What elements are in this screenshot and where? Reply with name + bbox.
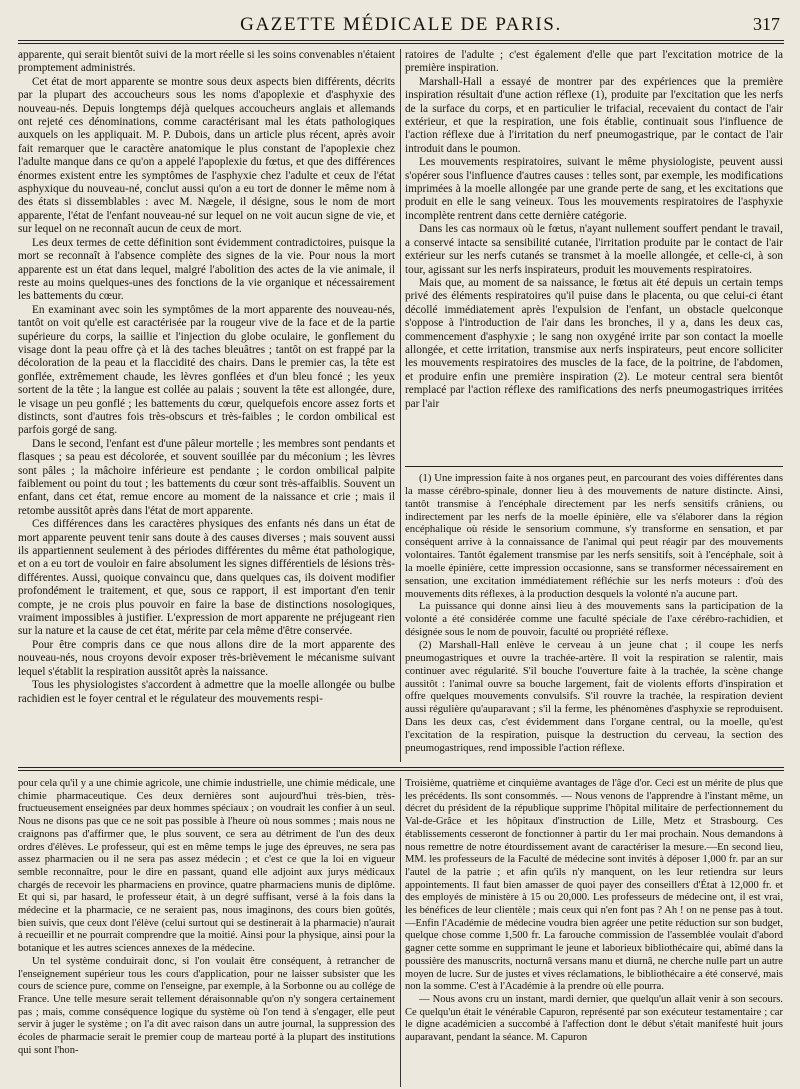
paragraph: Pour être compris dans ce que nous allons dire de la mort apparente des nouveau-nés, nous croyons devoir exposer très-brièvement le mécanisme suivant lequel s'établit la respiration aussitôt après la naissance. [18,638,395,678]
article-left-column [18,49,395,735]
paragraph: Tous les physiologistes s'accordent à admettre que la moelle allongée ou bulbe rachidien est le foyer central et le régulateur des mouvements respi- [18,679,395,705]
paragraph: Un tel système conduirait donc, si l'on voulait être conséquent, à retrancher de l'enseignement supérieur tous les cours d'application, pour ne laisser subsister que les cours de science pure, comme on l'enseigne, par exemple, à la Sorbonne ou au collége de France. Une telle mesure serait tellement déraisonnable qu'on n'y songera certainement pas ; mais, comme conséquence logique du système où l'on tend à s'engager, elle peut servir à juger le système ; on l'a dit avec raison dans un autre journal, la suppression des écoles de pharmacie serait le premier coup de marteau porté à la plupart des institutions qui sont l'hon- [18,955,395,1056]
paragraph: Mais que, au moment de sa naissance, le fœtus ait été depuis un certain temps privé des éléments respiratoires qu'il puise dans le placenta, ou que celui-ci étant décollé immédiatement après l'expulsion de l'enfant, un obstacle quelconque s'oppose à l'introduction de l'air dans les bronches, il y a, dans les deux cas, commencement d'asphyxie ; le sang non oxygéné irrite par son contact la moelle allongée, et cette irritation, transmise aux nerfs inspirateurs, peut encore solliciter les mouvements respiratoires des muscles de la face, de la poitrine, de l'abdomen, et produire enfin une première inspiration (2). Le moteur central sera bientôt remplacé par l'action réflexe des ramifications des nerfs pneumogastriques irritées par l'air [405,276,783,410]
footnote: La puissance qui donne ainsi lieu à des mouvements sans la participation de la volonté a été considérée comme une faculté spéciale de l'axe cérébro-rachidien, et désignée sous le nom de pouvoir, faculté ou propriété réflexe. [405,600,783,639]
footnote: (2) Marshall-Hall enlève le cerveau à un jeune chat ; il coupe les nerfs pneumogastriques et ouvre la trachée-artère. Il voit la respiration se ralentir, mais continuer avec régularité. S'il bouche l'ouverture faite à la trachée, la scène change aussitôt : l'animal ouvre sa bouche largement, fait de violents efforts d'inspiration et offre quelques mouvements convulsifs. S'il rouvre la trachée, la respiration devient aussi régulière qu'auparavant ; s'il la ferme, les phénomènes d'asphyxie se reproduisent. Dans les deux cas, c'est évidemment dans l'organe central, ou la moelle, qu'est l'excitation de la respiration, puisque la destruction du cerveau, la section des pneumogastriques, rend impossible l'action réflexe. [405,638,783,754]
chronicle-right-column [405,778,783,1087]
paragraph: Ces différences dans les caractères physiques des enfants nés dans un état de mort apparente peuvent tenir sans doute à des causes diverses ; mais souvent aussi ils appartiennent seulement à des périodes différentes du même état pathologique, et on a eu tort de vouloir en faire absolument les signes différentiels de lésions très-différentes. Aussi, quoique convaincu que, dans quelques cas, ils doivent modifier profondément le traitement, et que, sous ce rapport, il est important d'en tenir compte, je ne crois plus pouvoir en faire la base de distinctions nosologiques, vraiment impossibles à justifier. L'expression de mort apparente ne préjugeant rien sur la nature et la cause de cet état, mérite par cela même d'être conservée. [18,518,395,638]
footnote-separator [405,466,783,467]
paragraph: Marshall-Hall a essayé de montrer par des expériences que la première inspiration résultait d'une action réflexe (1), produite par l'excitation que les nerfs de la surface du corps, et en particulier le trifacial, recevaient du contact de l'air extérieur, et que la respiration, une fois établie, continuait sous l'influence de l'action réflexe due à l'irritation du nerf pneumogastrique, par le contact de l'air introduit dans le poumon. [405,75,783,155]
section-rule [18,767,784,771]
paragraph: Les deux termes de cette définition sont évidemment contradictoires, puisque la mort se reconnaît à l'absence complète des signes de la vie. Pour nous la mort apparente est un état dans lequel, malgré l'abolition des actes de la vie animale, il reste au moins quelques-unes des fonctions de la vie organique et nécessairement les battements du cœur. [18,236,395,303]
paragraph: Les mouvements respiratoires, suivant le même physiologiste, peuvent aussi s'opérer sous l'influence d'autres causes : telles sont, par exemple, les modifications imprimées à la moelle allongée par une grande perte de sang, et les excitations que produit en elle le sang veineux. Tous les mouvements respiratoires de l'asphyxie incomplète rentrent dans cette dernière catégorie. [405,156,783,222]
page-header [18,10,784,40]
article-right-column [405,49,783,461]
chronicle-left-column [18,778,395,1087]
footnotes [405,472,783,760]
paragraph: Dans le second, l'enfant est d'une pâleur mortelle ; les membres sont pendants et flasques ; sa peau est décolorée, et souvent souillée par du méconium ; les lèvres sont pâles ; la mâchoire inférieure est pendante ; le cordon ombilical palpite faiblement ou point du tout ; les battements du cœur sont très-affaiblis. Souvent un enfant, dans cet état, remue encore au moment de la naissance et crie ; mais il retombe aussitôt après dans l'état de mort apparente. [18,437,395,517]
paragraph: pour cela qu'il y a une chimie agricole, une chimie industrielle, une chimie médicale, une chimie pharmaceutique. Ces deux dernières sont aujourd'hui très-bien, très-fructueusement enseignées par deux hommes spéciaux ; on voudrait les confier à un seul. Nous ne disons pas que ce ne soit pas possible à l'heure où nous sommes ; mais nous ne craignons pas d'affirmer que, le plus souvent, ce sera au détriment de l'un des deux ordres d'élèves. Le professeur, qui est en même temps le juge des épreuves, ne sera pas assez pharmacien ou il ne sera pas assez médecin ; et c'est ce que la loi en vigueur semble reconnaître, pour le dire en passant, quand elle adjoint aux jurys médicaux chargés de recevoir les pharmaciens en province, quatre pharmaciens munis de diplôme. Et qui si, par hasard, le professeur était, à un degré suffisant, versé à la fois dans la médecine et la pharmacie, ce ne seraient pas, nous imaginons, des cours bien goûtés, bien suivis, que ceux dont l'élève (celui surtout qui se destinerait à la pharmacie) n'aurait à recueillir et ne pourrait comprendre que la moitié. Ainsi pour la physique, ainsi pour la botanique et les autres sciences annexes de la médecine. [18,778,395,955]
paragraph: — Nous avons cru un instant, mardi dernier, que quelqu'un allait venir à son secours. Ce quelqu'un était le vénérable Capuron, représenté par son exécuteur testamentaire ; car le digne académicien a succombé à l'affection dont le début s'était manifesté huit jours auparavant, pendant la séance. M. Capuron [405,993,783,1044]
page-number: 317 [753,14,780,34]
paragraph: apparente, qui serait bientôt suivi de la mort réelle si les soins convenables n'étaient promptement administrés. [18,49,395,75]
paragraph: ratoires de l'adulte ; c'est également d'elle que part l'excitation motrice de la première inspiration. [405,49,783,75]
paragraph: Troisième, quatrième et cinquième avantages de l'âge d'or. Ceci est un mérite de plus que les précédents. Ils sont consommés. — Nous venons de l'apprendre à l'instant même, un décret du président de la république supprime l'hôpital militaire de perfectionnement du Val-de-Grâce et les hôpitaux d'instruction de Lille, Metz et Strasbourg. Ces établissements cesseront de fonctionner à partir du 1er mai prochain. Nous demandons à nous remettre de notre étourdissement avant de caractériser la mesure.—En second lieu, MM. les professeurs de la Faculté de médecine sont invités à déposer 1,000 fr. par an sur l'autel de la patrie ; et afin qu'ils n'y manquent, on les leur retiendra sur leurs appointements. Il faut bien amasser de quoi payer des conseillers d'État à 12,000 fr. et des employés de ministère à 15 ou 20,000. Les professeurs de médecine ont, il est vrai, les bénéfices de leur clientèle ; mais ceux qui n'en font pas ? Ah ! on ne pense pas à tout. —Enfin l'Académie de médecine voudra bien agréer une petite réduction sur son budget, quelque chose comme 1,500 fr. La farouche commission de l'assemblée voulait d'abord gagner cette somme en supprimant le jeune et laborieux bibliothécaire qui, abîmé dans la poussière des manuscrits, nocturnâ versans manu et diurnâ, ne cherche nulle part un autre moyen de lucre. Sur de justes et vives réclamations, le bibliothécaire a été conservé, mais non la somme. C'est à l'Académie à la prendre où elle pourra. [405,778,783,993]
header-rule [18,40,784,44]
journal-title: GAZETTE MÉDICALE DE PARIS. [240,14,562,35]
column-divider [400,778,401,1087]
paragraph: Dans les cas normaux où le fœtus, n'ayant nullement souffert pendant le travail, a conservé intacte sa sensibilité cutanée, l'irritation produite par le contact de l'air extérieur sur les nerfs cutanés se transmet à la moelle allongée, et celle-ci, à son tour, agissant sur les nerfs inspirateurs, produit les mouvements respiratoires. [405,223,783,276]
paragraph: En examinant avec soin les symptômes de la mort apparente des nouveau-nés, tantôt on voit qu'elle est caractérisée par la rougeur vive de la face et de la partie supérieure du corps, la saillie et l'injection du globe oculaire, le gonflement du visage dont la peau offre çà et là des taches bleuâtres ; tantôt on est frappé par la décoloration de la peau et la flaccidité des chairs. Dans le premier cas, la tête est gonflée, extrêmement chaude, les lèvres gonflées et d'un bleu foncé ; les yeux sortent de la tête ; la langue est collée au palais ; souvent la tête est allongée, dure, le visage un peu gonflé ; les battements du cœur, quelquefois encore assez forts et distincts, sont d'autres fois très-obscurs et très-faibles ; le cordon ombilical est parfois gorgé de sang. [18,303,395,437]
column-divider [400,49,401,762]
footnote: (1) Une impression faite à nos organes peut, en parcourant des voies différentes dans la masse cérébro-spinale, donner lieu à des mouvements de nature distincte. Ainsi, tantôt transmise à l'encéphale directement par les nerfs sensitifs crâniens, ou indirectement par les nerfs de la moelle épinière, elle va s'élaborer dans la région encéphalique où réside le sensorium commune, s'y transforme en sensation, et par conséquent arrive à la connaissance de l'animal qui peut réagir par des mouvements volontaires. Tantôt également transmise par les nerfs sensitifs, soit à l'encéphale, soit à la moelle épinière, cette impression occasionne, sans se transformer nécessairement en sensation, une excitation immédiatement réfléchie sur les nerfs moteurs : d'où des mouvements dits réflexes, à la production desquels la volonté n'a aucune part. [405,472,783,600]
paragraph: Cet état de mort apparente se montre sous deux aspects bien différents, décrits par la plupart des accoucheurs sous les noms d'apoplexie et d'asphyxie des nouveau-nés. Depuis longtemps déjà quelques accoucheurs anglais et allemands ont rejeté ces dénominations, comme caractérisant mal les états pathologiques auxquels on les appliquait. M. P. Dubois, dans un article plus récent, après avoir fait remarquer que le caractère anatomique le plus constant de l'apoplexie chez l'adulte manque dans ce qu'on a appelé l'apoplexie du fœtus, et que des différences énormes existent entre les symptômes de l'asphyxie chez l'adulte et ceux de l'état asphyxique du nouveau-né, conclut aussi qu'on a eu tort de donner le même nom à des états si dissemblables : avec M. Nægele, il désigne, sous le nom de mort apparente, l'état de l'enfant nouveau-né sur lequel on ne voit aucun signe de vie, et sur lequel on ne reconnaît aucun de ceux de mort. [18,75,395,236]
